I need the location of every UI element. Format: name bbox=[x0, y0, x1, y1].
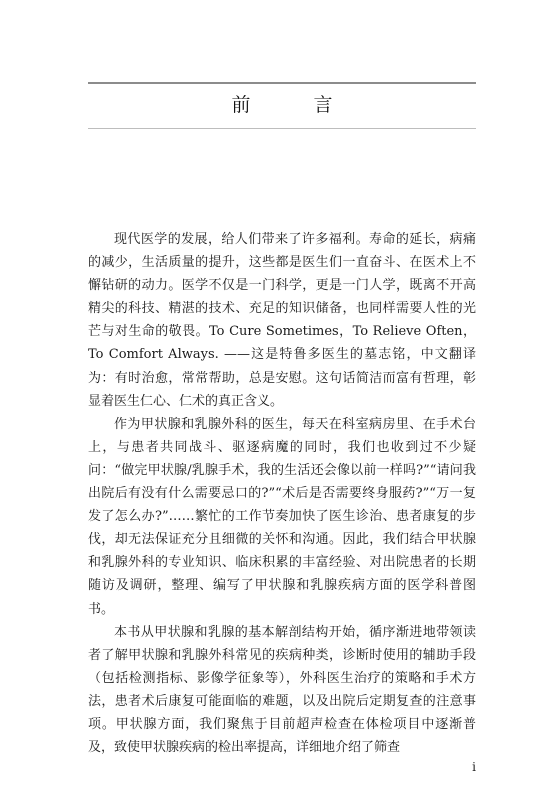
preface-body bbox=[88, 228, 476, 759]
paragraph-3: 本书从甲状腺和乳腺的基本解剖结构开始，循序渐进地带领读者了解甲状腺和乳腺外科常见的疾病种类，诊断时使用的辅助手段（包括检测指标、影像学征象等），外科医生治疗的策略和手术方法，患者术后康复可能面临的难题，以及出院后定期复查的注意事项。甲状腺方面，我们聚焦于目前超声检查在体检项目中逐渐普及，致使甲状腺疾病的检出率提高，详细地介绍了筛查 bbox=[88, 624, 476, 756]
page-title: 前 言 bbox=[231, 94, 355, 116]
paragraph-2: 作为甲状腺和乳腺外科的医生，每天在科室病房里、在手术台上，与患者共同战斗、驱逐病魔的同时，我们也收到过不少疑问：“做完甲状腺/乳腺手术，我的生活还会像以前一样吗?”“请问我出院后有没有什么需要忌口的?”“术后是否需要终身服药?”“万一复发了怎么办?”……繁忙的工作节奏加快了医生诊治、患者康复的步伐，却无法保证充分且细微的关怀和沟通。因此，我们结合甲状腺和乳腺外科的专业知识、临床积累的丰富经验、对出院患者的长期随访及调研，整理、编写了甲状腺和乳腺疾病方面的医学科普图书。 bbox=[88, 416, 476, 617]
paragraph-1: 现代医学的发展，给人们带来了许多福利。寿命的延长，病痛的减少，生活质量的提升，这些都是医生们一直奋斗、在医术上不懈钻研的动力。医学不仅是一门科学，更是一门人学，既离不开高精尖的科技、精湛的技术、充足的知识储备，也同样需要人性的光芒与对生命的敬畏。To Cure Sometimes，To Relieve Often，To Comfort Always. ——这是特鲁多医生的墓志铭，中文翻译为：有时治愈，常常帮助，总是安慰。这句话简洁而富有哲理，彰显着医生仁心、仁术的真正含义。 bbox=[88, 232, 476, 409]
header-rule-bottom bbox=[88, 128, 476, 129]
page-number: i bbox=[472, 760, 476, 774]
header-rule-top bbox=[88, 82, 476, 84]
